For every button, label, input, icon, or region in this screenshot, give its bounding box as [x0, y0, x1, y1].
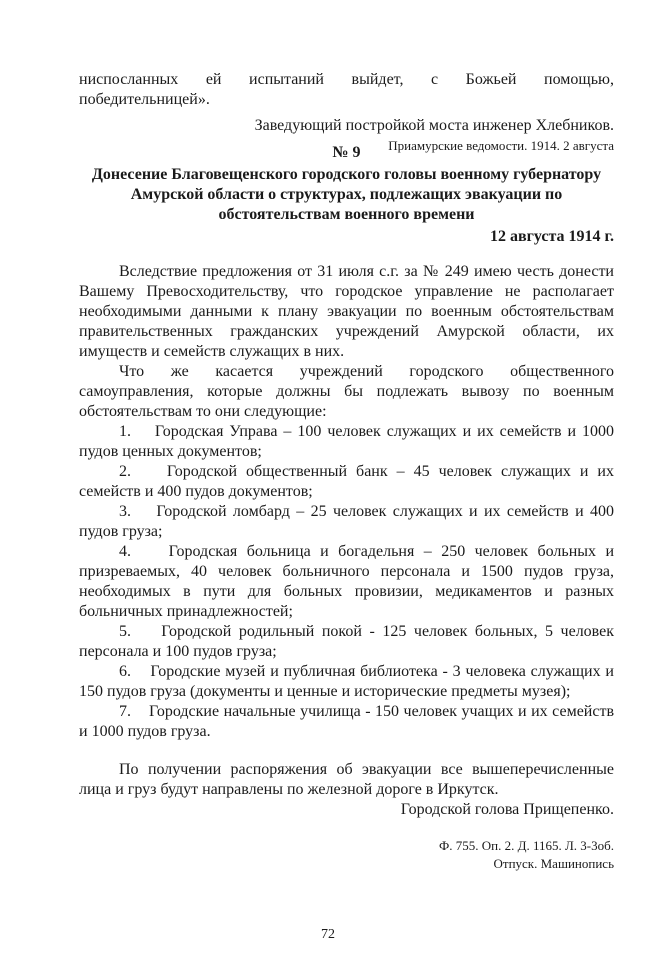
- list-item: [79, 422, 614, 462]
- archive-reference: [79, 838, 614, 872]
- list-item-number: 1.: [119, 423, 131, 440]
- list-item: [79, 702, 614, 742]
- document-heading: [79, 143, 614, 247]
- archive-note: Отпуск. Машинопись: [493, 856, 614, 871]
- list-item-text: Городская Управа – 100 человек служащих и их семейств и 1000 пудов ценных документов;: [79, 423, 614, 460]
- document-date: 12 августа 1914 г.: [489, 228, 614, 245]
- lead-paragraph: Что же касается учреждений городского общественного самоуправления, которые должны бы подлежать вывозу по военным обстоятельствам то они следующие:: [79, 363, 614, 420]
- mayor-signature: Городской голова Прищепенко.: [400, 801, 614, 818]
- list-item: [79, 462, 614, 502]
- list-item-text: Городские начальные училища - 150 человек учащих и их семейств и 1000 пудов груза.: [79, 703, 615, 740]
- list-item-text: Городской общественный банк – 45 человек служащих и их семейств и 400 пудов документов;: [79, 463, 614, 500]
- list-item: [79, 502, 614, 542]
- list-item-number: 7.: [119, 703, 131, 720]
- page-number: 72: [321, 927, 335, 942]
- list-item-number: 2.: [119, 463, 131, 480]
- list-item-number: 4.: [119, 543, 131, 560]
- list-item: [79, 542, 614, 622]
- document-number: № 9: [332, 144, 361, 161]
- list-item-text: Городские музей и публичная библиотека - 3 человека служащих и 150 пудов груза (документы и ценные и исторические предметы музея);: [79, 663, 614, 700]
- newspaper-source: Приамурские ведомости. 1914. 2 августа: [388, 138, 614, 153]
- list-item-text: Городская больница и богадельня – 250 человек больных и призреваемых, 40 человек больничного персонала и 1500 пудов груза, необходимых в пути для больных провизии, медикаментов и разных больничных принадлежностей;: [79, 543, 614, 620]
- document-title: Донесение Благовещенского городского головы военному губернатору Амурской области о структурах, подлежащих эвакуации по обстоятельствам военного времени: [91, 166, 602, 223]
- list-item-number: 5.: [119, 623, 131, 640]
- institution-list: [79, 422, 614, 742]
- continuation-block: [79, 70, 614, 154]
- intro-paragraph: Вследствие предложения от 31 июля с.г. за № 249 имею честь донести Вашему Превосходительству, что городское управление не располагает необходимыми данными к плану эвакуации по военным обстоятельствам правительственных гражданских учреждений Амурской области, их имуществ и семейств служащих в них.: [79, 263, 614, 360]
- list-item-text: Городской родильный покой - 125 человек больных, 5 человек персонала и 100 пудов груза;: [79, 623, 615, 660]
- archive-citation: Ф. 755. Оп. 2. Д. 1165. Л. 3-3об.: [438, 838, 614, 853]
- list-item-text: Городской ломбард – 25 человек служащих и их семейств и 400 пудов груза;: [79, 503, 615, 540]
- list-item-number: 6.: [119, 663, 131, 680]
- list-item: [79, 622, 614, 662]
- engineer-signature: Заведующий постройкой моста инженер Хлебников.: [254, 117, 614, 134]
- continuation-line-2: победительницей».: [79, 91, 210, 108]
- continuation-line-1: ниспосланных ей испытаний выйдет, с Божьей помощью,: [79, 71, 614, 88]
- closing-paragraph: По получении распоряжения об эвакуации все вышеперечисленные лица и груз будут направлены по железной дороге в Иркутск.: [79, 761, 614, 798]
- list-item: [79, 662, 614, 702]
- document-body: [79, 262, 614, 820]
- list-item-number: 3.: [119, 503, 131, 520]
